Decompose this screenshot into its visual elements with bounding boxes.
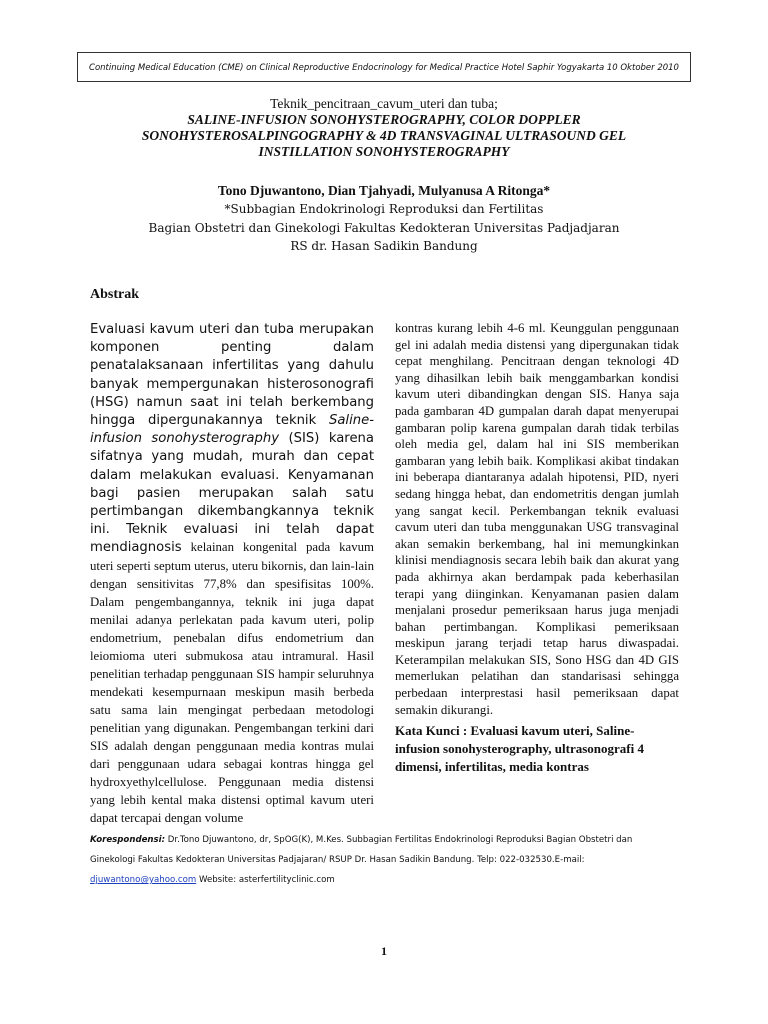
abstract-right-text: kontras kurang lebih 4-6 ml. Keunggulan penggunaan gel ini adalah media distensi yang dipergunakan tidak cepat menghilang. Pencitraan dengan teknologi 4D yang dihasilkan lebih baik menggambarkan kondisi kavum uteri dibandingkan dengan SIS. Hanya saja pada gambaran 4D gumpalan darah dapat menyerupai gambaran polip karena gumpalan darah tidak terbilas oleh media gel, dalam hal ini SIS memberikan gambaran yang lebih baik. Komplikasi akibat tindakan ini beberapa diantaranya adalah hipotensi, PID, nyeri sedang hingga hebat, dan endometritis dengan jumlah yang sangat kecil. Perkembangan teknik evaluasi cavum uteri dan tuba menggunakan USG transvaginal akan semakin berkembang, hal ini memungkinkan klinisi mendiagnosis secara lebih baik dan akurat yang pada akhirnya akan berdampak pada keberhasilan terapi yang diinginkan. Kenyamanan pasien dalam menjalani prosedur pemeriksaan harus juga menjadi bahan pertimbangan. Komplikasi pemeriksaan meskipun jarang terjadi tetap harus diwaspadai. Keterampilan melakukan SIS, Sono HSG dan 4D GIS memerlukan pelatihan dan standarisasi sehingga perbedaan interprestasi hasil pemeriksaan dapat semakin dikurangi.	[395, 321, 679, 717]
affiliation-1: *Subbagian Endokrinologi Reproduksi dan Fertilitas	[224, 202, 544, 216]
correspondence-line-1	[90, 830, 682, 850]
affiliation-3: RS dr. Hasan Sadikin Bandung	[290, 239, 478, 253]
title-main-line-2: SONOHYSTEROSALPINGOGRAPHY & 4D TRANSVAGINAL ULTRASOUND GEL	[141, 128, 627, 143]
abstract-left-text-b: (SIS) karena sifatnya yang mudah, murah dan cepat dalam melakukan evaluasi. Kenyamanan bagi pasien merupakan salah satu pertimbangan dikembangkannya teknik ini. Teknik evaluasi ini telah dapat mendiagnosis	[90, 431, 374, 556]
website-text: Website: asterfertilityclinic.com	[196, 875, 335, 885]
abstract-right-column	[395, 320, 679, 776]
title-main-line-3: INSTILLATION SONOHYSTEROGRAPHY	[258, 144, 510, 159]
affiliation-2: Bagian Obstetri dan Ginekologi Fakultas Kedokteran Universitas Padjadjaran	[148, 220, 620, 235]
keywords: Kata Kunci : Evaluasi kavum uteri, Saline-infusion sonohysterography, ultrasonografi 4 dimensi, infertilitas, media kontras	[395, 723, 644, 775]
title-main-line-1: SALINE-INFUSION SONOHYSTEROGRAPHY, COLOR DOPPLER	[187, 112, 581, 127]
title-block	[90, 95, 678, 160]
page-number: 1	[381, 944, 387, 958]
conference-header: Continuing Medical Education (CME) on Clinical Reproductive Endocrinology for Medical Practice Hotel Saphir Yogyakarta 10 Oktober 2010	[77, 52, 691, 82]
title-subtitle: Teknik_pencitraan_cavum_uteri dan tuba;	[270, 96, 498, 111]
abstract-left-text-c: kelainan kongenital pada kavum uteri seperti septum uterus, uteru bikornis, dan lain-lain dengan sensitivitas 77,8% dan spesifisitas 100%. Dalam pengembangannya, teknik ini juga dapat menilai adanya perlekatan pada kavum uteri, polip endometrium, penebalan difus endometrium dan leiomioma uteri submukosa atau intramural. Hasil penelitian terhadap penggunaan SIS hampir seluruhnya mendekati kesempurnaan meskipun masih berbeda satu sama lain mengingat perbedaan metodologi penelitian yang digunakan. Pengembangan terkini dari SIS adalah dengan penggunaan media kontras mulai dari penggunaan udara sebagai kontras hingga gel hydroxyethylcellulose. Penggunaan media distensi yang lebih kental maka distensi optimal kavum uteri dapat tercapai dengan volume	[90, 540, 374, 825]
correspondence-line-2: Ginekologi Fakultas Kedokteran Universitas Padjajaran/ RSUP Dr. Hasan Sadikin Bandung. Telp: 022-032530.E-mail:	[90, 855, 585, 865]
correspondence-line-3	[90, 870, 682, 890]
authors-block	[90, 182, 678, 256]
email-link[interactable]: djuwantono@yahoo.com	[90, 875, 197, 885]
correspondence-text-1: Dr.Tono Djuwantono, dr, SpOG(K), M.Kes. Subbagian Fertilitas Endokrinologi Reproduksi Bagian Obstetri dan	[165, 835, 633, 845]
abstract-heading: Abstrak	[90, 287, 140, 302]
author-names: Tono Djuwantono, Dian Tjahyadi, Mulyanusa A Ritonga*	[217, 183, 551, 198]
abstract-left-column	[90, 320, 374, 827]
abstract-left-text-italic: Saline-infusion sonohysterography	[90, 413, 374, 447]
abstract-left-text-a: Evaluasi kavum uteri dan tuba merupakan komponen penting dalam penatalaksanaan infertilitas yang dahulu banyak mempergunakan histerosonografi (HSG) namun saat ini telah berkembang hingga dipergunakannya teknik	[90, 322, 374, 429]
correspondence-label: Korespondensi:	[90, 835, 166, 845]
correspondence-block	[90, 830, 682, 890]
